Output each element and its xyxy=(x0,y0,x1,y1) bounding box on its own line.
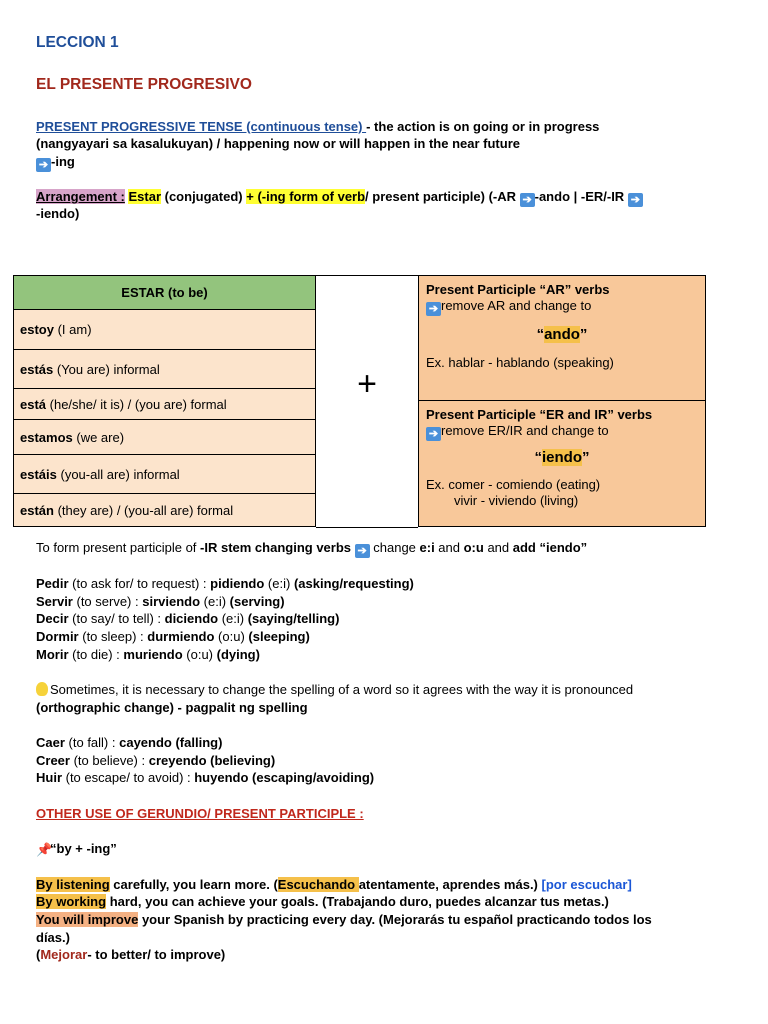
er-example-1: Ex. comer - comiendo (eating) xyxy=(426,477,601,492)
ar-box-title: Present Participle “AR” verbs xyxy=(426,282,610,297)
er-box-title: Present Participle “ER and IR” verbs xyxy=(426,407,653,422)
table-row: está (he/she/ it is) / (you are) formal xyxy=(14,389,316,420)
ando-er-ir-text: -ando | -ER/-IR xyxy=(534,189,628,204)
estar-header: ESTAR (to be) xyxy=(14,276,316,310)
plus-sign: + xyxy=(357,365,377,403)
ortho-line-2: (orthographic change) - pagpalit ng spelling xyxy=(36,700,308,715)
example-2: By working hard, you can achieve your goals. (Trabajando duro, puedes alcanzar tus metas.) xyxy=(36,894,609,909)
list-item: Pedir (to ask for/ to request) : pidiendo (e:i) (asking/requesting) xyxy=(36,576,414,591)
example-4: (Mejorar- to better/ to improve) xyxy=(36,947,226,962)
list-item: Servir (to serve) : sirviendo (e:i) (serving) xyxy=(36,594,285,609)
plus-ing-text: + (-ing form of verb xyxy=(246,189,366,204)
table-row: están (they are) / (you-all are) formal xyxy=(14,494,316,527)
table-row: estamos (we are) xyxy=(14,420,316,455)
other-use-heading: OTHER USE OF GERUNDIO/ PRESENT PARTICIPLE : xyxy=(36,806,364,821)
list-item: Morir (to die) : muriendo (o:u) (dying) xyxy=(36,647,260,662)
er-box-instruction: ➔ remove ER/IR and change to xyxy=(426,423,698,441)
definition-2: (nangyayari sa kasalukuyan) / happening now or will happen in the near future xyxy=(36,136,520,151)
ing-suffix: -ing xyxy=(51,154,75,169)
list-item: Huir (to escape/ to avoid) : huyendo (escaping/avoiding) xyxy=(36,770,375,785)
arrangement-line xyxy=(36,188,643,207)
list-item: Dormir (to sleep) : durmiendo (o:u) (sleeping) xyxy=(36,629,310,644)
lightbulb-icon xyxy=(36,682,48,696)
ortho-line-1: Sometimes, it is necessary to change the spelling of a word so it agrees with the way it is pronounced xyxy=(36,681,633,698)
pushpin-icon: 📌 xyxy=(36,842,53,857)
list-item: Creer (to believe) : creyendo (believing) xyxy=(36,753,276,768)
ar-participle-box xyxy=(418,275,706,401)
conjugated-text: (conjugated) xyxy=(161,189,247,204)
definition-1: - the action is on going or in progress xyxy=(366,119,600,134)
term-label: PRESENT PROGRESSIVE TENSE (continuous tense) xyxy=(36,119,367,134)
right-arrow-icon: ➔ xyxy=(355,544,370,558)
arrangement-label: Arrangement : xyxy=(36,189,125,204)
topic-title: EL PRESENTE PROGRESIVO xyxy=(36,76,252,93)
right-arrow-icon: ➔ xyxy=(36,158,51,172)
er-ending: “iendo” xyxy=(534,449,590,466)
estar-word: Estar xyxy=(128,189,162,204)
intro-line-1 xyxy=(36,118,599,135)
right-arrow-icon: ➔ xyxy=(426,427,441,441)
lesson-title: LECCION 1 xyxy=(36,34,119,51)
estar-table xyxy=(13,275,316,527)
ar-example: Ex. hablar - hablando (speaking) xyxy=(426,355,614,370)
ar-box-instruction: ➔ remove AR and change to xyxy=(426,298,698,316)
present-participle-text: / present participle) (-AR xyxy=(365,189,520,204)
er-ir-participle-box xyxy=(418,400,706,527)
table-row: estás (You are) informal xyxy=(14,350,316,389)
iendo-text: -iendo) xyxy=(36,206,80,221)
list-item: Caer (to fall) : cayendo (falling) xyxy=(36,735,223,750)
plus-cell xyxy=(316,275,418,528)
table-row: estoy (I am) xyxy=(14,310,316,350)
er-example-2: vivir - viviendo (living) xyxy=(454,493,579,508)
list-item: Decir (to say/ to tell) : diciendo (e:i) (saying/telling) xyxy=(36,611,340,626)
example-1: By listening carefully, you learn more. (Escuchando atentamente, aprendes más.) [por escuchar] xyxy=(36,877,632,892)
right-arrow-icon: ➔ xyxy=(426,302,441,316)
stem-intro: To form present participle of -IR stem changing verbs ➔ change e:i and o:u and add “iendo” xyxy=(36,540,588,557)
example-3-cont: días.) xyxy=(36,930,70,945)
example-3: You will improve your Spanish by practicing every day. (Mejorarás tu español practicando todos los xyxy=(36,912,652,927)
table-row: estáis (you-all are) informal xyxy=(14,455,316,494)
right-arrow-icon: ➔ xyxy=(628,193,643,207)
ing-line xyxy=(36,153,75,172)
by-ing-line: 📌“by + -ing” xyxy=(36,841,117,857)
right-arrow-icon: ➔ xyxy=(520,193,535,207)
ar-ending: “ando” xyxy=(536,326,588,343)
